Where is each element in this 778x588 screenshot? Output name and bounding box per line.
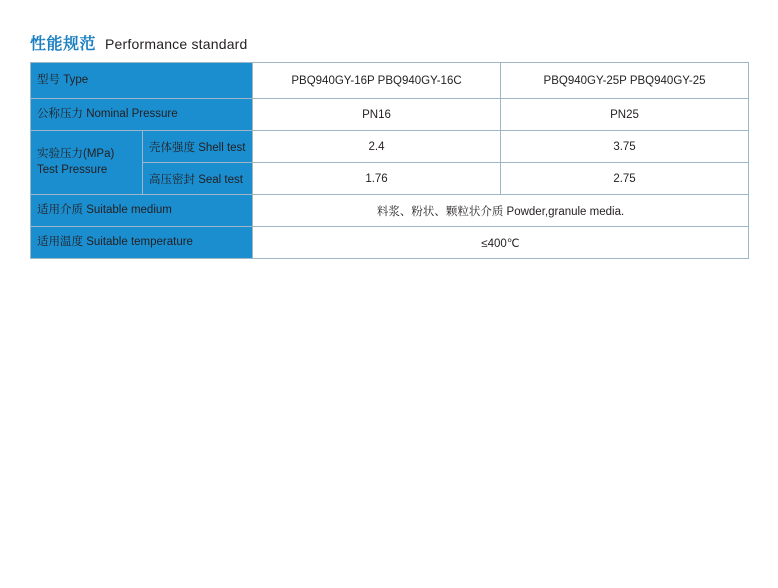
cell-suitable-medium: 料浆、粉状、颗粒状介质 Powder,granule media.: [253, 195, 749, 227]
table-row: [31, 227, 749, 259]
row-label-test-pressure-cn: 实验压力(MPa): [37, 147, 115, 160]
cell-nominal-pressure-col1: PN16: [253, 99, 501, 131]
cell-type-col1: PBQ940GY-16P PBQ940GY-16C: [253, 63, 501, 99]
row-label-seal-test: 高压密封 Seal test: [143, 163, 253, 195]
cell-nominal-pressure-col2: PN25: [501, 99, 749, 131]
table-row: [31, 99, 749, 131]
table-row: [31, 195, 749, 227]
table-row: [31, 63, 749, 99]
row-label-suitable-temperature: 适用温度 Suitable temperature: [31, 227, 253, 259]
page-title-cn: 性能规范: [30, 36, 97, 53]
cell-type-col2: PBQ940GY-25P PBQ940GY-25: [501, 63, 749, 99]
performance-standard-table: [30, 62, 749, 259]
row-label-test-pressure-en: Test Pressure: [37, 163, 108, 176]
cell-seal-test-col2: 2.75: [501, 163, 749, 195]
row-label-suitable-medium: 适用介质 Suitable medium: [31, 195, 253, 227]
table-row: [31, 131, 749, 163]
cell-suitable-temperature: ≤400℃: [253, 227, 749, 259]
page-title: [30, 31, 248, 54]
row-label-shell-test: 壳体强度 Shell test: [143, 131, 253, 163]
row-label-test-pressure: [31, 131, 143, 195]
cell-shell-test-col1: 2.4: [253, 131, 501, 163]
row-label-type: 型号 Type: [31, 63, 253, 99]
page-title-en: Performance standard: [105, 36, 248, 52]
cell-shell-test-col2: 3.75: [501, 131, 749, 163]
row-label-nominal-pressure: 公称压力 Nominal Pressure: [31, 99, 253, 131]
cell-seal-test-col1: 1.76: [253, 163, 501, 195]
